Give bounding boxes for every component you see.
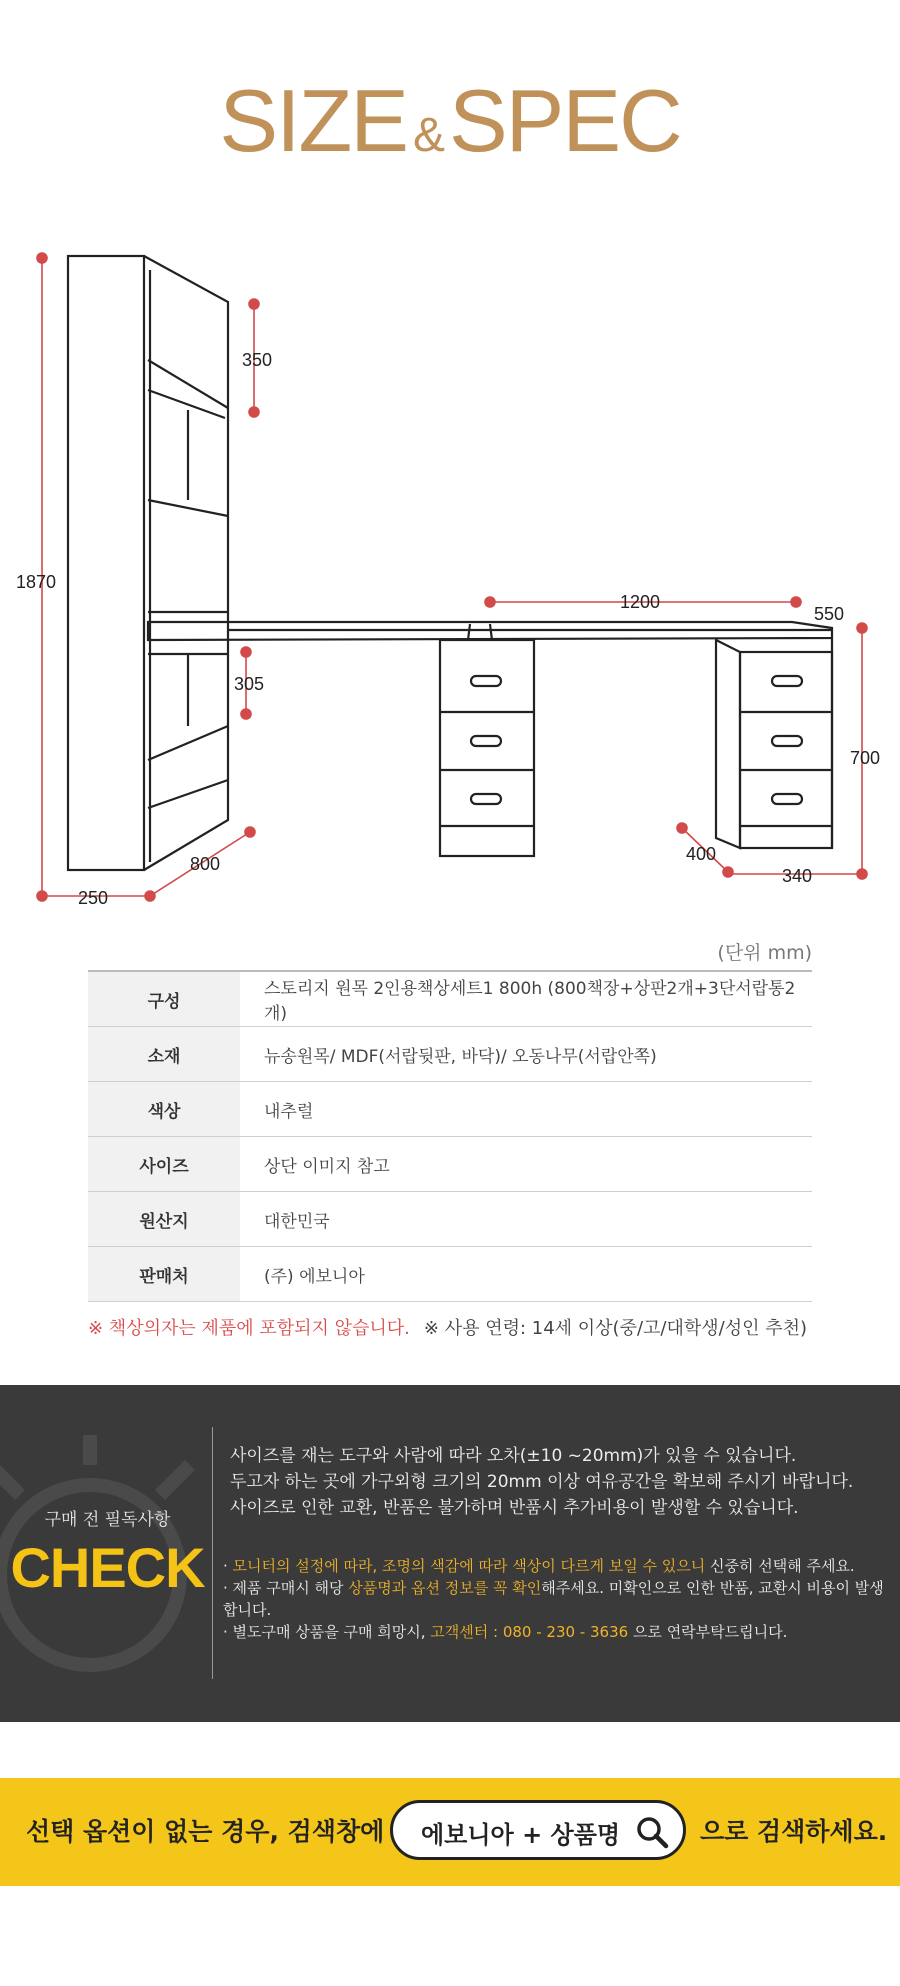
spec-key: 소재 (88, 1027, 240, 1082)
check-line: 두고자 하는 곳에 가구외형 크기의 20mm 이상 여유공간을 확보해 주시기 바랍니다. (230, 1472, 854, 1492)
unit-label: (단위 mm) (717, 942, 812, 964)
dim-350: 350 (242, 350, 273, 370)
dim-1870: 1870 (16, 572, 57, 592)
dim-400: 400 (686, 844, 717, 864)
search-banner-right: 으로 검색하세요. (700, 1817, 888, 1846)
check-bullets (223, 1555, 898, 1643)
bookshelf-side (68, 256, 144, 870)
dim-700: 700 (850, 748, 881, 768)
table-row (88, 971, 812, 1027)
bullet-item: · 모니터의 설정에 따라, 조명의 색감에 따라 색상이 다르게 보일 수 있으니 신중히 선택해 주세요. (223, 1557, 855, 1575)
search-banner (0, 1778, 900, 1886)
bookshelf-front (144, 256, 228, 870)
spec-table (88, 970, 812, 1302)
spec-key: 사이즈 (88, 1137, 240, 1192)
dim-550: 550 (814, 604, 845, 624)
bullet-text: 해주세요. 미확인으로 인한 반품, 교환시 비용이 발생합니다. (223, 1579, 884, 1619)
table-row (88, 1137, 812, 1192)
bullet-highlight: 상품명과 옵션 정보를 꼭 확인 (348, 1579, 542, 1597)
bullet-highlight: 고객센터 : 080 - 230 - 3636 (430, 1623, 629, 1641)
page-title (0, 70, 900, 172)
notes (88, 1314, 828, 1340)
dim-1200: 1200 (620, 592, 661, 612)
title-amp: & (412, 109, 443, 162)
check-line: 사이즈를 재는 도구와 사람에 따라 오차(±10 ~20mm)가 있을 수 있습니다. (230, 1446, 797, 1466)
check-label: 구매 전 필독사항 (44, 1510, 171, 1530)
spec-value: 내추럴 (240, 1082, 812, 1137)
spec-key: 원산지 (88, 1192, 240, 1247)
age-note: ※ 사용 연령: 14세 이상(중/고/대학생/성인 추천) (423, 1318, 808, 1339)
bullet-item: · 별도구매 상품을 구매 희망시, 고객센터 : 080 - 230 - 3636 으로 연락부탁드립니다. (223, 1623, 788, 1641)
spec-key: 색상 (88, 1082, 240, 1137)
search-query: 에보니아 + 상품명 (421, 1821, 621, 1849)
divider (212, 1427, 213, 1679)
bullet-text: 제품 구매시 해당 (232, 1579, 349, 1597)
table-row (88, 1082, 812, 1137)
search-icon[interactable] (635, 1815, 669, 1849)
title-spec: SPEC (448, 71, 681, 170)
table-row (88, 1027, 812, 1082)
table-row (88, 1192, 812, 1247)
drawer-unit-1 (440, 640, 534, 856)
search-box[interactable] (390, 1800, 686, 1860)
check-title: CHECK (10, 1536, 205, 1599)
bullet-text: 별도구매 상품을 구매 희망시, (232, 1623, 431, 1641)
chair-warning: ※ 책상의자는 제품에 포함되지 않습니다. (88, 1318, 410, 1339)
spec-value: (주) 에보니아 (240, 1247, 812, 1302)
spec-value: 스토리지 원목 2인용책상세트1 800h (800책장+상판2개+3단서랍통2개) (240, 971, 812, 1027)
check-line: 사이즈로 인한 교환, 반품은 불가하며 반품시 추가비용이 발생할 수 있습니다. (230, 1498, 799, 1518)
title-size: SIZE (219, 71, 407, 170)
spec-value: 뉴송원목/ MDF(서랍뒷판, 바닥)/ 오동나무(서랍안쪽) (240, 1027, 812, 1082)
bullet-highlight: 모니터의 설정에 따라, 조명의 색감에 따라 색상이 다르게 보일 수 있으니 (232, 1557, 706, 1575)
spec-value: 대한민국 (240, 1192, 812, 1247)
search-banner-left: 선택 옵션이 없는 경우, 검색창에 (26, 1817, 385, 1846)
bullet-item: · 제품 구매시 해당 상품명과 옵션 정보를 꼭 확인해주세요. 미확인으로 인한 반품, 교환시 비용이 발생합니다. (223, 1579, 884, 1619)
bullet-text: 으로 연락부탁드립니다. (628, 1623, 788, 1641)
spec-key: 구성 (88, 971, 240, 1027)
drawer-unit-2 (740, 652, 832, 848)
check-section (0, 1385, 900, 1722)
spec-value: 상단 이미지 참고 (240, 1137, 812, 1192)
table-row (88, 1247, 812, 1302)
dim-305: 305 (234, 674, 265, 694)
drawer-unit-2-side (716, 640, 740, 848)
spec-key: 판매처 (88, 1247, 240, 1302)
dim-250: 250 (78, 888, 109, 908)
dim-800: 800 (190, 854, 221, 874)
dim-340: 340 (782, 866, 813, 886)
bullet-text: 신중히 선택해 주세요. (705, 1557, 855, 1575)
check-main-text (230, 1443, 890, 1521)
furniture-diagram (0, 240, 900, 930)
